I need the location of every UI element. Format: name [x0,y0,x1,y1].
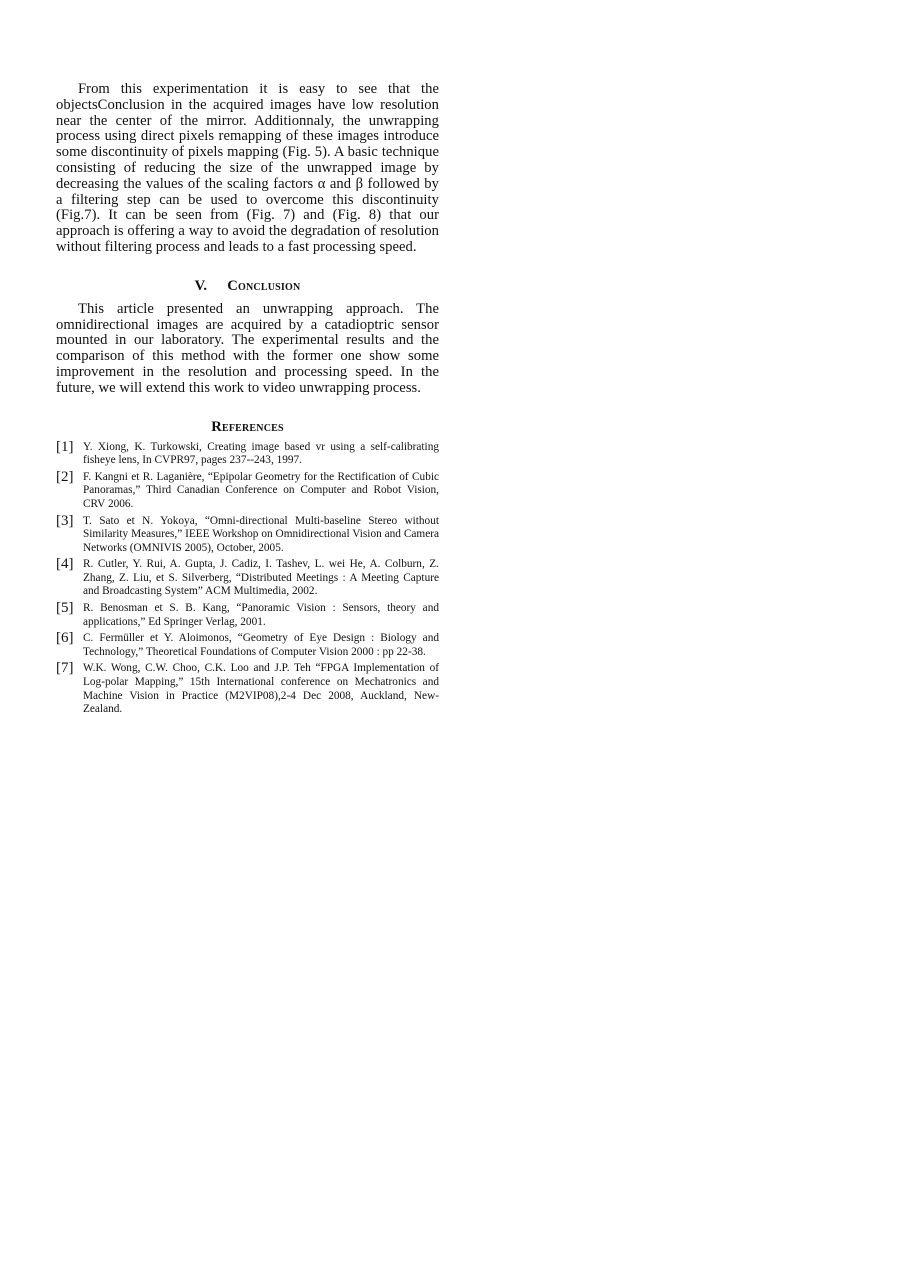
reference-number: [4] [56,556,74,573]
section-title: Conclusion [227,277,301,294]
reference-text: C. Fermüller et Y. Aloimonos, “Geometry of Eye Design : Biology and Technology,” Theoretical Foundations of Computer Vision 2000 : pp 22-38. [83,632,439,658]
reference-item [56,468,439,512]
reference-number: [7] [56,660,74,677]
reference-number: [1] [56,438,74,455]
reference-number: [6] [56,630,74,647]
references-heading: References [211,418,284,435]
reference-item [56,558,439,599]
reference-item [56,632,439,659]
body-paragraph: From this experimentation it is easy to see that the objectsConclusion in the acquired images have low resolution near the center of the mirror. Additionnaly, the unwrapping process using direct pixels remapping of these images introduce some discontinuity of pixels mapping (Fig. 5). A basic technique consisting of reducing the size of the unwrapped image by decreasing the values of the scaling factors α and β followed by a filtering step can be used to overcome this discontinuity (Fig.7). It can be seen from (Fig. 7) and (Fig. 8) that our approach is offering a way to avoid the degradation of resolution without filtering process and leads to a fast processing speed. [56,81,439,255]
reference-number: [3] [56,512,74,529]
reference-item [56,662,439,716]
section-number: V. [194,277,208,294]
reference-item [56,512,439,556]
reference-text: T. Sato et N. Yokoya, “Omni-directional Multi-baseline Stereo without Similarity Measures,” IEEE Workshop on Omnidirectional Vision and Camera Networks (OMNIVIS 2005), October, 2005. [83,514,439,554]
reference-item [56,438,439,468]
reference-text: Y. Xiong, K. Turkowski, Creating image based vr using a self-calibrating fisheye lens, In CVPR97, pages 237--243, 1997. [83,440,439,467]
reference-number: [2] [56,468,74,485]
reference-item [56,602,439,629]
reference-text: W.K. Wong, C.W. Choo, C.K. Loo and J.P. Teh “FPGA Implementation of Log-polar Mapping,” 15th International conference on Mechatronics and Machine Vision in Practice (M2VIP08),2-4 Dec 2008, Auckland, New-Zealand. [83,662,439,716]
section-heading-conclusion [56,278,439,294]
paper-column [56,82,439,720]
reference-text: F. Kangni et R. Laganière, “Epipolar Geometry for the Rectification of Cubic Panoramas,” Third Canadian Conference on Computer and Robot Vision, CRV 2006. [83,470,439,510]
reference-list [56,438,439,717]
reference-text: R. Cutler, Y. Rui, A. Gupta, J. Cadiz, I. Tashev, L. wei He, A. Colburn, Z. Zhang, Z. Liu, et S. Silverberg, “Distributed Meetings : A Meeting Capture and Broadcasting System” ACM Multimedia, 2002. [83,558,439,598]
reference-number: [5] [56,600,74,617]
conclusion-paragraph: This article presented an unwrapping approach. The omnidirectional images are acquired by a catadioptric sensor mounted in our laboratory. The experimental results and the comparison of this method with the former one show some improvement in the resolution and processing speed. In the future, we will extend this work to video unwrapping process. [56,300,439,396]
reference-text: R. Benosman et S. B. Kang, “Panoramic Vision : Sensors, theory and applications,” Ed Springer Verlag, 2001. [83,602,439,628]
